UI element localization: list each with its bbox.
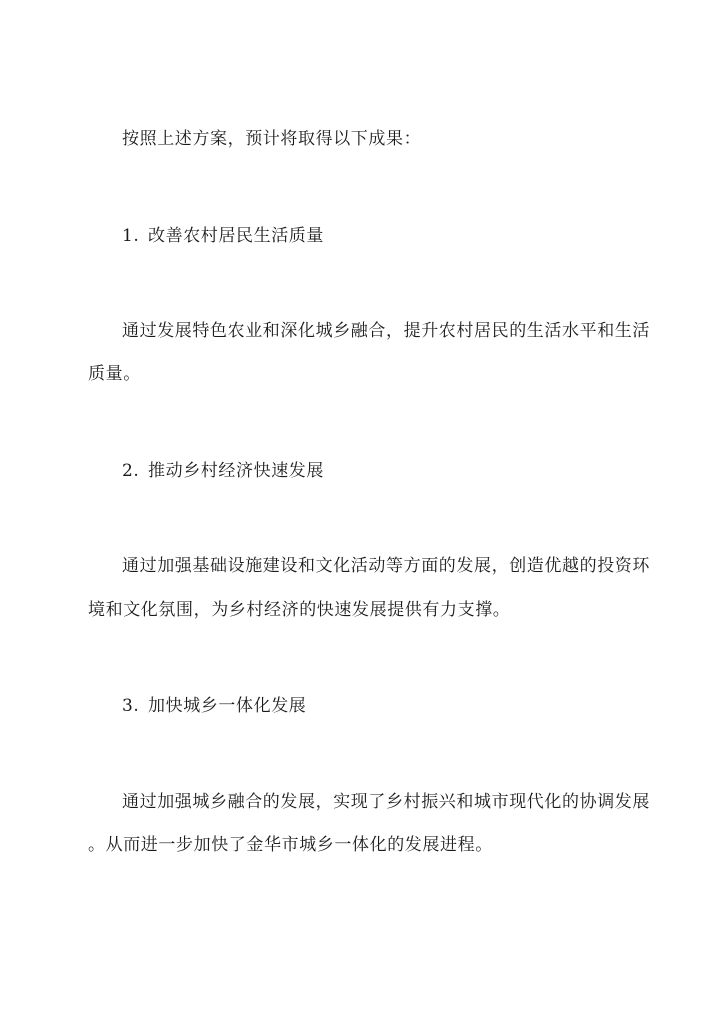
section-1-title: 改善农村居民生活质量 [148, 226, 324, 246]
section-3-title: 加快城乡一体化发展 [148, 696, 307, 716]
section-1-body-line-1: 通过发展特色农业和深化城乡融合，提升农村居民的生活水平和生活 [122, 321, 650, 341]
section-3-heading [122, 694, 306, 718]
section-1-body-line-2: 质量。 [88, 364, 141, 384]
section-2-heading [122, 459, 324, 483]
section-3-body-line-2: 。从而进一步加快了金华市城乡一体化的发展进程。 [88, 835, 493, 855]
section-2-body-line-2: 境和文化氛围，为乡村经济的快速发展提供有力支撑。 [88, 600, 511, 620]
intro-paragraph: 按照上述方案，预计将取得以下成果： [122, 129, 422, 149]
section-3-number: 3. [122, 696, 140, 716]
section-2-number: 2. [122, 461, 140, 481]
section-1-number: 1. [122, 226, 140, 246]
section-3-body-line-1: 通过加强城乡融合的发展，实现了乡村振兴和城市现代化的协调发展 [122, 792, 650, 812]
section-1-heading [122, 224, 324, 248]
section-2-body-line-1: 通过加强基础设施建设和文化活动等方面的发展，创造优越的投资环 [122, 556, 650, 576]
section-2-title: 推动乡村经济快速发展 [148, 461, 324, 481]
